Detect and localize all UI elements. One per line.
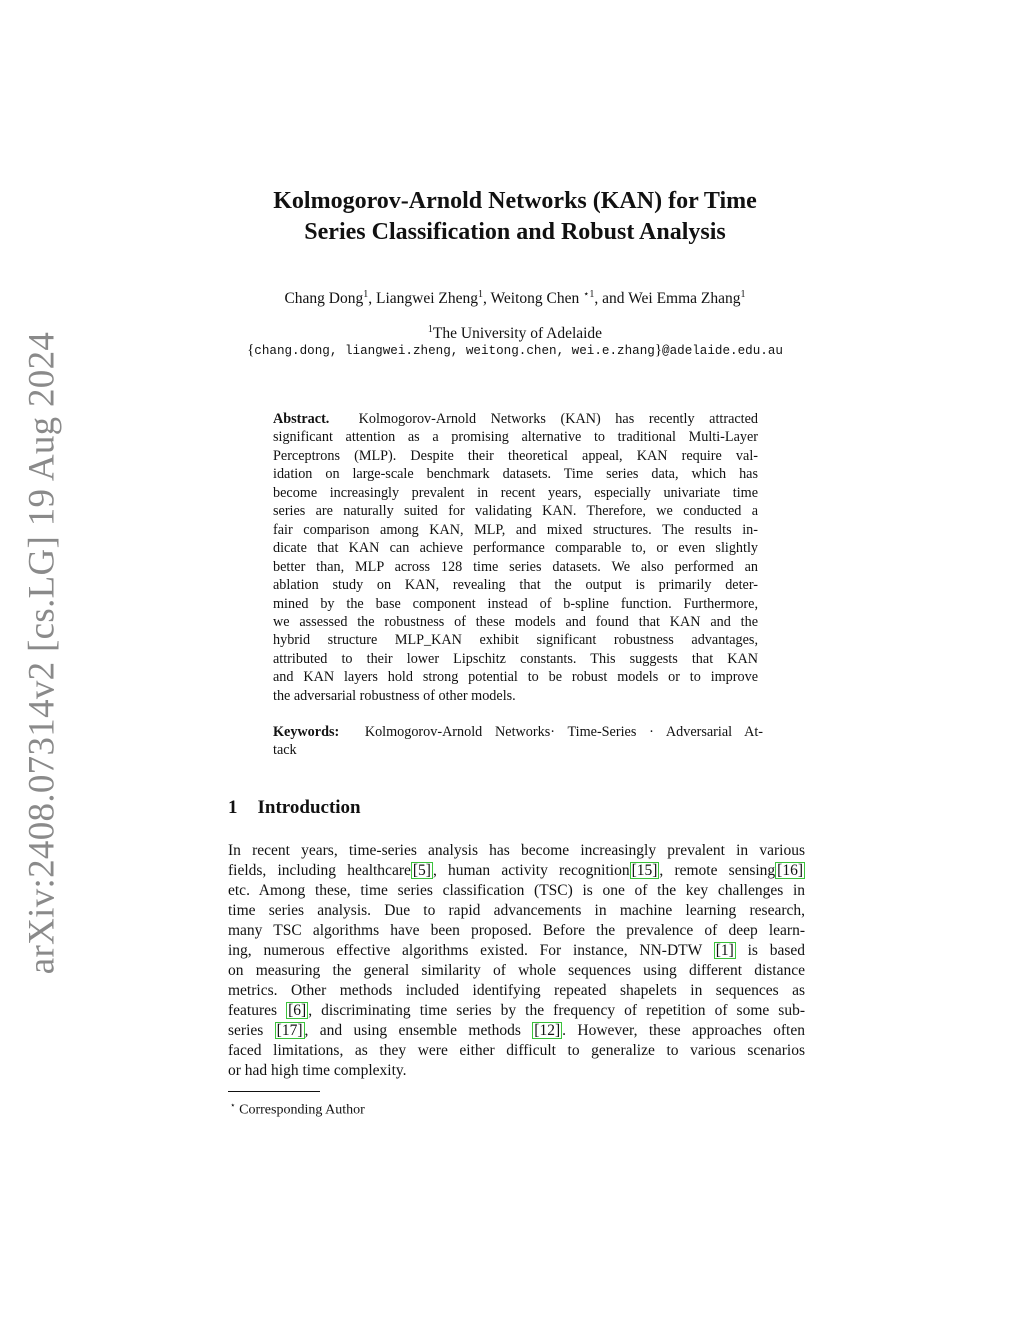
paragraph-line: on measuring the general similarity of whole sequences using different distance [228,962,805,979]
abstract-line: Abstract. Kolmogorov-Arnold Networks (KAN) has recently attracted [273,411,759,427]
abstract-line: the adversarial robustness of other models. [273,687,516,704]
email-close-brace: } [654,342,663,358]
abstract-line: ablation study on KAN, revealing that the output is primarily deter- [273,577,758,594]
citation-link[interactable]: [1] [715,942,734,959]
paragraph-line: In recent years, time-series analysis has become increasingly prevalent in various [228,842,805,859]
email-list: chang.dong, liangwei.zheng, weitong.chen, wei.e.zhang [254,344,655,358]
keywords-line: tack [273,742,297,759]
citation-link[interactable]: [16] [777,862,803,879]
author-name: Liangwei Zheng [376,290,479,308]
author-list: Chang Dong$^1$, Liangwei Zheng$^1$, Weitong Chen $^{⋆1}$, and Wei Emma Zhang$^1$ [284,289,746,308]
footnote-rule [228,1091,320,1092]
abstract [273,410,758,705]
paragraph-line: fields, including healthcare [5] , human activity recognition [15] , remote sensing [16] [228,862,803,879]
abstract-label: Abstract. [273,411,330,427]
section-title: Introduction [257,797,361,818]
keywords-line: Keywords: Kolmogorov-Arnold Networks· Time-Series · Adversarial At- [273,724,764,740]
abstract-line: series are naturally suited for validating KAN. Therefore, we conducted a [273,503,758,520]
abstract-line: idation on large-scale benchmark datasets. Time series data, which has [273,466,758,483]
affiliation-mark: 1 [427,324,433,335]
introduction-paragraph [228,841,805,1081]
paragraph-line: series [17] , and using ensemble methods [12] . However, these approaches often [228,1022,805,1039]
author-conjunction: and [602,290,625,308]
paragraph-line: ing, numerous effective algorithms existed. For instance, NN-DTW [1] is based [228,942,805,959]
author-affil-mark: 1 [363,289,369,300]
abstract-line: Perceptrons (MLP). Despite their theoretical appeal, KAN require val- [273,447,758,464]
abstract-line: significant attention as a promising alternative to traditional Multi-Layer [273,429,758,446]
paper-title-line-1: Kolmogorov-Arnold Networks (KAN) for Time [273,188,757,214]
author-affil-mark: 1 [478,289,484,300]
citation-link[interactable]: [17] [276,1022,303,1039]
paragraph-line: features [6] , discriminating time series by the frequency of repetition of some sub- [228,1002,805,1019]
citation-link[interactable]: [15] [631,862,658,879]
paragraph-line: time series analysis. Due to rapid advancements in machine learning research, [228,902,805,919]
paragraph-line: or had high time complexity. [228,1062,407,1079]
arxiv-identifier: arXiv:2408.07314v2 [cs.LG] 19 Aug 2024 [21,331,63,975]
footnote-mark: ⋆ [230,1100,236,1110]
abstract-line: become increasingly prevalent in recent years, especially univariate time [273,484,758,501]
keywords-label: Keywords: [273,724,340,740]
paper-title [180,186,850,248]
section-heading [228,796,361,820]
footnote [230,1096,365,1120]
citation-link[interactable]: [6] [288,1002,307,1019]
keywords [273,723,763,760]
abstract-line: fair comparison among KAN, MLP, and mixed structures. The results in- [273,521,758,538]
author-affil-mark: ⋆1 [583,289,595,300]
paragraph-line: many TSC algorithms have been proposed. Before the prevalence of deep learn- [228,922,805,939]
citation-link[interactable]: [12] [534,1022,561,1039]
abstract-line: hybrid structure MLP_KAN exhibit significant robustness advantages, [273,632,758,649]
abstract-line: dicate that KAN can achieve performance comparable to, or even slightly [273,540,758,557]
abstract-line: and KAN layers hold strong potential to be robust models or to improve [273,669,758,686]
section-number: 1 [228,797,238,818]
email-domain: @adelaide.edu.au [662,344,783,358]
paragraph-line: metrics. Other methods included identifying repeated shapelets in sequences as [228,982,805,999]
abstract-line: better than, MLP across 128 time series datasets. We also performed an [273,558,758,575]
email-open-brace: { [247,342,255,358]
paragraph-line: etc. Among these, time series classification (TSC) is one of the key challenges in [228,882,805,899]
abstract-line: we assessed the robustness of these models and found that KAN and the [273,613,758,630]
affiliation-name: The University of Adelaide [432,325,603,343]
abstract-line: attributed to their lower Lipschitz constants. This suggests that KAN [273,650,758,667]
author-name: Chang Dong [284,290,364,308]
author-emails [180,340,850,361]
arxiv-stamp [0,0,70,1325]
footnote-text: Corresponding Author [239,1102,365,1118]
citation-link[interactable]: [5] [412,862,431,879]
author-name: Weitong Chen [490,290,580,308]
abstract-line: mined by the base component instead of b-spline function. Furthermore, [273,595,758,612]
paper-title-line-2: Series Classification and Robust Analysis [304,219,726,245]
paragraph-line: faced limitations, as they were either difficult to generalize to various scenarios [228,1042,805,1059]
author-affil-mark: 1 [740,289,746,300]
author-name: Wei Emma Zhang [628,290,741,308]
